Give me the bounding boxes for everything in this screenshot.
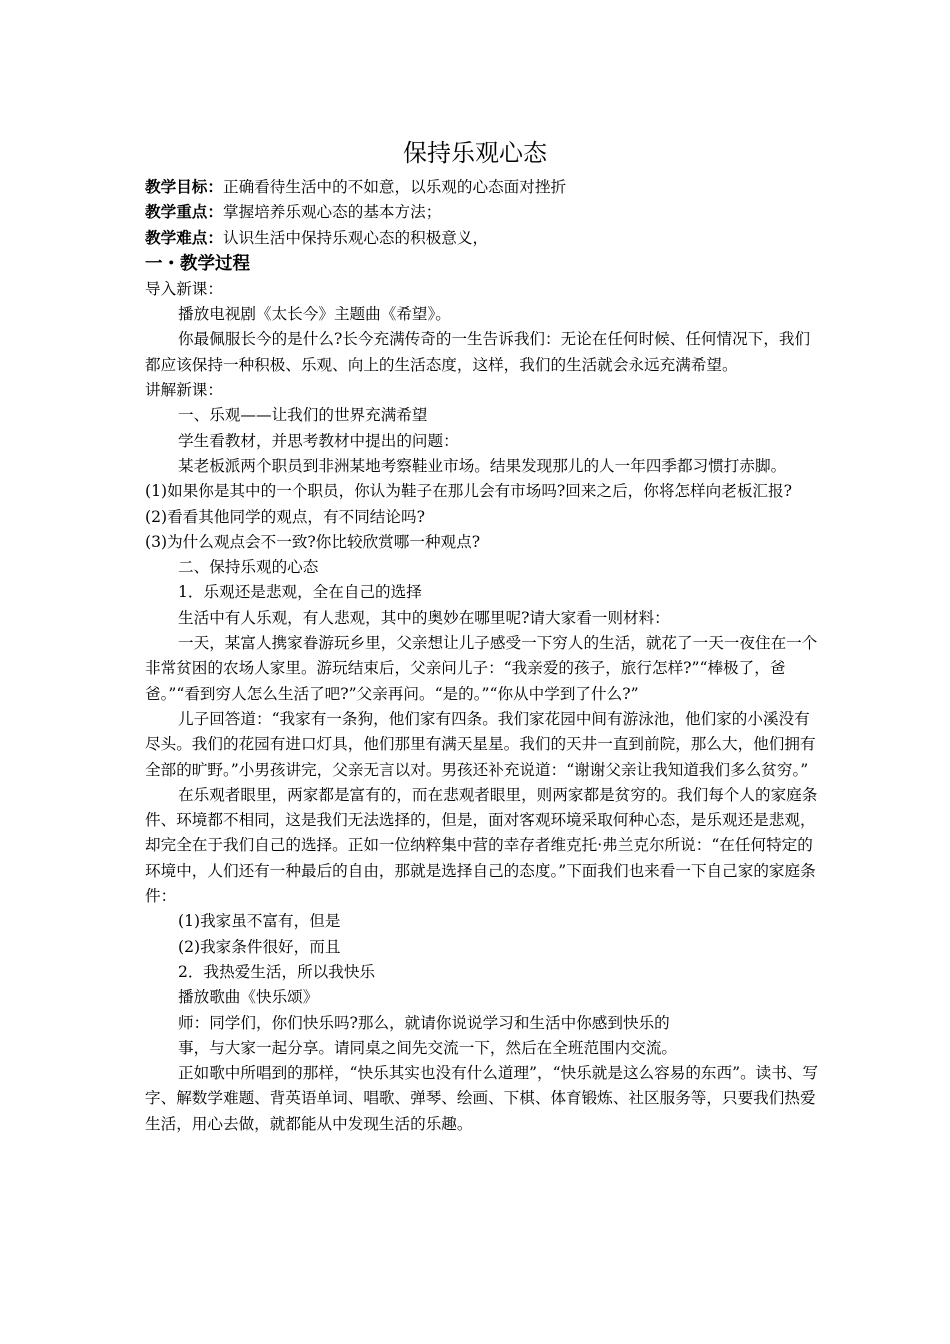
paragraph: 正如歌中所唱到的那样，“快乐其实也没有什么道理”，“快乐就是这么容易的东西”。读书、写字、解数学难题、背英语单词、唱歌、弹琴、绘画、下棋、体育锻炼、社区服务等，只要我们热爱生活，用心去做，就都能从中发现生活的乐趣。: [145, 1064, 819, 1133]
document-title: 保持乐观心态: [403, 139, 547, 167]
key-point-label: 教学重点：: [145, 203, 223, 222]
paragraph: 生活中有人乐观，有人悲观，其中的奥妙在哪里呢?请大家看一则材料：: [178, 608, 670, 627]
section-heading: 一・教学过程: [145, 253, 250, 274]
difficulty-label: 教学难点：: [145, 228, 223, 247]
paragraph: 事，与大家一起分享。请同桌之间先交流一下，然后在全班范围内交流。: [178, 1038, 678, 1057]
paragraph: 儿子回答道：“我家有一条狗，他们家有四条。我们家花园中间有游泳池，他们家的小溪没有尽头。我们的花园有进口灯具，他们那里有满天星星。我们的天井一直到前院，那么大，他们拥有全部的旷野。”小男孩讲完，父亲无言以对。男孩还补充说道：“谢谢父亲让我知道我们多么贫穷。”: [145, 709, 816, 779]
difficulty-text: 认识生活中保持乐观心态的积极意义，: [222, 228, 489, 247]
paragraph: 导入新课：: [145, 279, 223, 298]
difficulty-line: [145, 226, 825, 251]
objective-label: 教学目标：: [145, 178, 223, 196]
paragraph: (1)我家虽不富有，但是: [178, 912, 341, 931]
paragraph: 讲解新课：: [145, 381, 223, 400]
paragraph: 2．我热爱生活，所以我快乐: [178, 962, 376, 981]
key-point-line: [145, 200, 825, 225]
paragraph: 某老板派两个职员到非洲某地考察鞋业市场。结果发现那儿的人一年四季都习惯打赤脚。: [178, 456, 787, 475]
objective-text: 正确看待生活中的不如意，以乐观的心态面对挫折: [222, 178, 567, 196]
paragraph: 播放歌曲《快乐颂》: [178, 988, 319, 1007]
document-body: [145, 175, 825, 1137]
paragraph: 播放电视剧《太长今》主题曲《希望》。: [178, 305, 451, 324]
objective-line: [145, 175, 825, 200]
paragraph: 1．乐观还是悲观，全在自己的选择: [178, 583, 422, 602]
question-item: (1)如果你是其中的一个职员，你认为鞋子在那儿会有市场吗?回来之后，你将怎样向老板汇报?: [145, 482, 792, 501]
paragraph: 二、保持乐观的心态: [178, 558, 319, 577]
paragraph: 一天，某富人携家眷游玩乡里，父亲想让儿子感受一下穷人的生活，就花了一天一夜住在一个非常贫困的农场人家里。游玩结束后，父亲问儿子：“我亲爱的孩子，旅行怎样?”“棒极了，爸爸。”“看到穷人怎么生活了吧?”父亲再问。“是的。”“你从中学到了什么?”: [145, 634, 818, 703]
paragraph: (2)我家条件很好，而且: [178, 937, 341, 956]
paragraph: 学生看教材，并思考教材中提出的问题：: [178, 431, 459, 450]
paragraph: 你最佩服长今的是什么?长今充满传奇的一生告诉我们：无论在任何时候、任何情况下，我们都应该保持一种积极、乐观、向上的生活态度，这样，我们的生活就会永远充满希望。: [145, 330, 811, 374]
paragraph: 师：同学们，你们快乐吗?那么，就请你说说学习和生活中你感到快乐的: [178, 1013, 670, 1032]
paragraph: 在乐观者眼里，两家都是富有的，而在悲观者眼里，则两家都是贫穷的。我们每个人的家庭条件、环境都不相同，这是我们无法选择的，但是，面对客观环境采取何种心态，是乐观还是悲观，却完全在于我们自己的选择。正如一位纳粹集中营的幸存者维克托·弗兰克尔所说：“在任何特定的环境中，人们还有一种最后的自由，那就是选择自己的态度。”下面我们也来看一下自己家的家庭条件：: [145, 785, 818, 906]
key-point-text: 掌握培养乐观心态的基本方法；: [222, 203, 442, 222]
paragraph: 一、乐观——让我们的世界充满希望: [178, 406, 428, 425]
question-item: (2)看看其他同学的观点，有不同结论吗?: [145, 507, 425, 526]
question-item: (3)为什么观点会不一致?你比较欣赏哪一种观点?: [145, 532, 481, 551]
